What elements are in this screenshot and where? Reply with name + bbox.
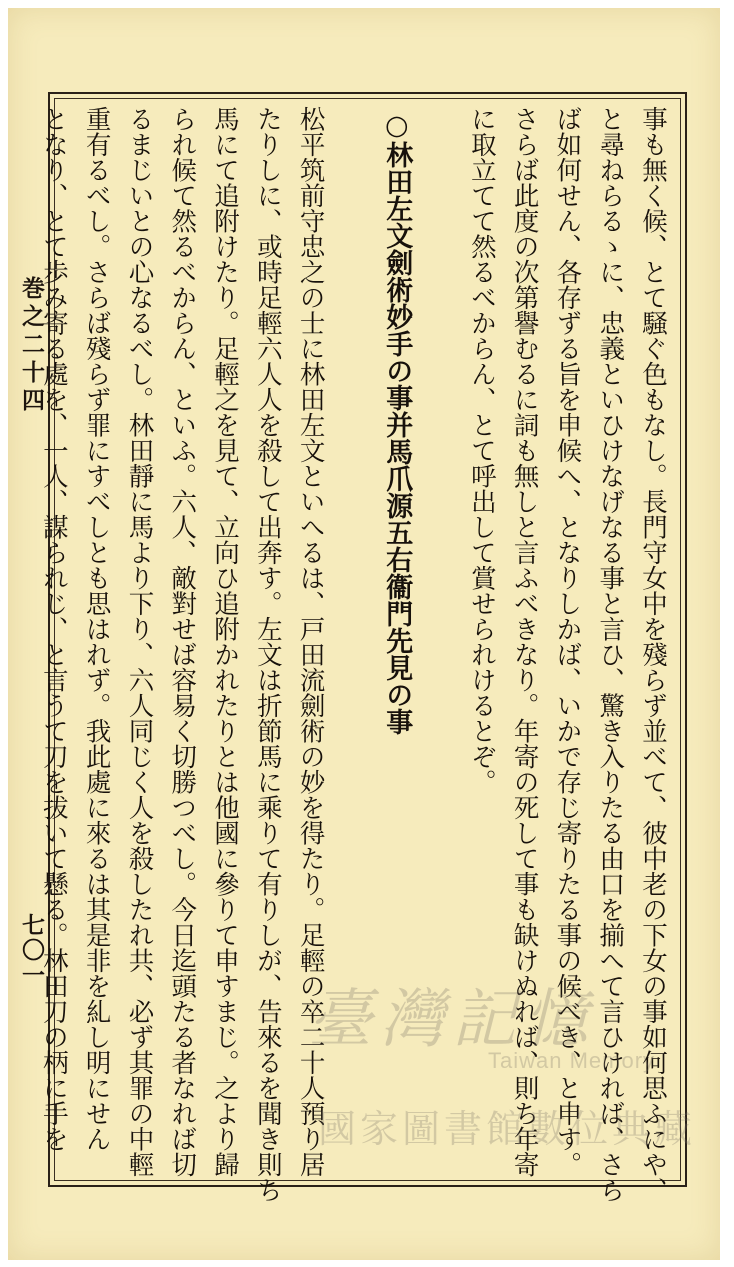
text-column-11: 馬にて追附けたり。足輕之を見て、立向ひ追附かれたりとは他國に參りて申すまじ。之より歸 xyxy=(210,106,241,1177)
text-column-5: に取立てて然るべからん、とて呼出して賞せられけるとぞ。 xyxy=(466,106,497,795)
text-column-4: さらば此度の次第譽むるに詞も無しと言ふべきなり。年寄の死して事も缺けぬれば、則ち年寄 xyxy=(509,106,540,1177)
text-column-1: 事も無く候、とて騒ぐ色もなし。長門守女中を殘らず並べて、彼中老の下女の事如何思ふにや、 xyxy=(638,106,668,1203)
text-column-2: と尋ねらるゝに、忠義といひけなげなる事と言ひ、驚き入りたる由口を揃へて言ひければ、さら xyxy=(595,106,626,1203)
vertical-text-body xyxy=(38,106,674,1203)
text-column-12: られ候て然るべからん、といふ。六人、敵對せば容易く切勝つべし。今日迄頭たる者なれば切 xyxy=(167,106,198,1177)
page-number: 七〇一 xyxy=(18,913,45,988)
watermark-script-text: 臺灣記憶 xyxy=(308,983,596,1057)
book-page xyxy=(8,8,720,1260)
text-column-9: 松平筑前守忠之の士に林田左文といへるは、戸田流劍術の妙を得たり。足輕の卒二十人預り居 xyxy=(295,106,326,1177)
text-column-14: 重有るべし。さらば殘らず罪にすべしとも思はれず。我此處に來るは其是非を糺し明にせん xyxy=(81,106,112,1152)
column-spacer xyxy=(417,106,460,1166)
column-spacer xyxy=(332,106,375,1166)
text-column-10: たりしに、或時足輕六人人を殺して出奔す。左文は折節馬に乘りて有りしが、告來るを聞き則ち xyxy=(252,106,283,1203)
volume-label: 巻之二十四 xyxy=(18,276,45,416)
section-title: ○林田左文劍術妙手の事并馬爪源五右衞門先見の事 xyxy=(381,110,413,735)
text-column-3: ば如何せん、各存ずる旨を申候へ、となりしかば、いかで存じ寄りたる事の候べき、と申す。 xyxy=(552,106,583,1177)
text-column-15: となり、とて歩み寄る處を、一人、謀られじ、と言うて刀を拔いて懸る。林田刀の柄に手を xyxy=(38,106,69,1152)
watermark-english-text: Taiwan Memory xyxy=(488,1048,656,1073)
text-column-13: るまじいとの心なるべし。林田靜に馬より下り、六人同じく人を殺したれ共、必ず其罪の中輕 xyxy=(124,106,155,1177)
watermark-institution-text: 國家圖書館數位典藏 xyxy=(318,1107,697,1151)
